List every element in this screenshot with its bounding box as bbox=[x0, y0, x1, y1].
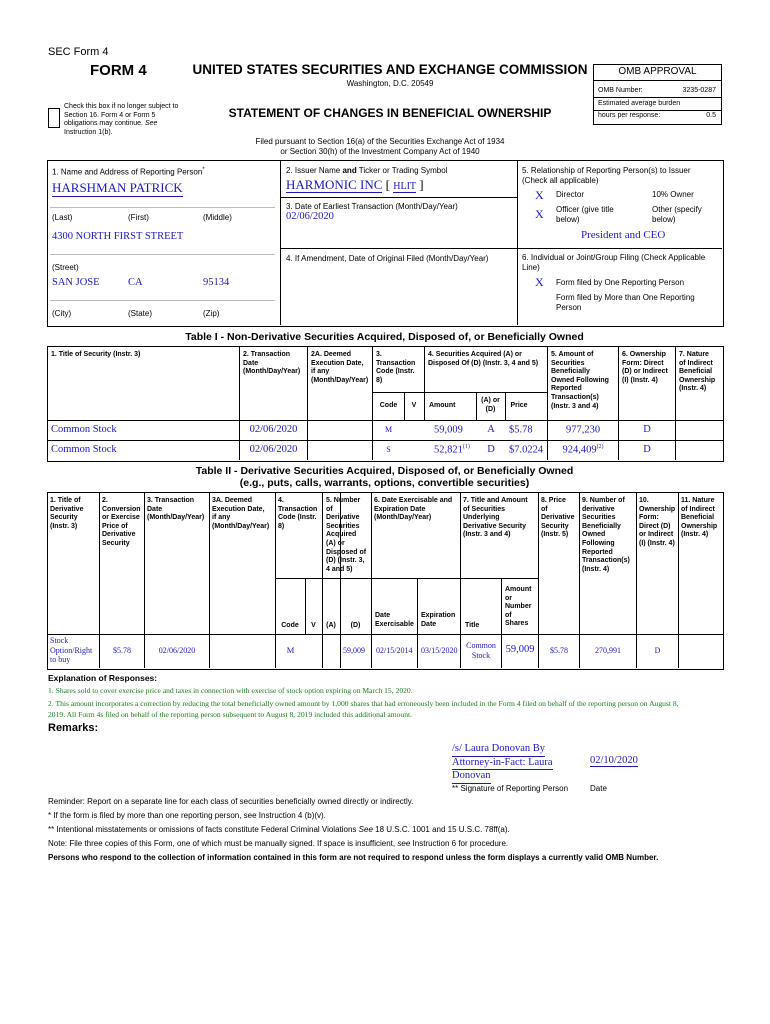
t2-sub-expiration: Expiration Date bbox=[421, 612, 456, 628]
t2-row-code: M bbox=[286, 645, 295, 655]
form-title: FORM 4 bbox=[90, 62, 147, 79]
issuer-link[interactable]: HARMONIC INC bbox=[286, 177, 383, 192]
t2-sub-title: Title bbox=[465, 622, 480, 629]
filed-pursuant: Filed pursuant to Section 16(a) of the Securities Exchange Act of 1934 or Section 30(h) of the Investment Company Act of 1940 bbox=[255, 137, 505, 156]
box3-label: 3. Date of Earliest Transaction (Month/Day/Year) bbox=[286, 202, 458, 211]
street-label: (Street) bbox=[52, 263, 79, 272]
t2-h5: 5. Number of Derivative Securities Acquired (A) or Disposed of (D) (Instr. 3, 4 and 5) bbox=[326, 497, 367, 573]
reminder-text: Reminder: Report on a separate line for each class of securities beneficially owned directly or indirectly. bbox=[48, 797, 414, 806]
t2-row-exercisable: 02/15/2014 bbox=[376, 646, 413, 655]
box2-label: 2. Issuer Name and Ticker or Trading Symbol bbox=[286, 166, 448, 175]
remarks-label: Remarks: bbox=[48, 722, 99, 734]
t2-h11: 11. Nature of Indirect Beneficial Ownership (Instr. 4) bbox=[681, 497, 718, 539]
t1-h5: 5. Amount of Securities Beneficially Owned Following Reported Transaction(s) (Instr. 3 and 4) bbox=[551, 351, 609, 410]
t1-row2-owned: 924,409$^{(2)}$ bbox=[562, 444, 604, 456]
ticker-link[interactable]: HLIT bbox=[393, 181, 417, 192]
one-person-label: Form filed by One Reporting Person bbox=[556, 278, 685, 287]
t1-row1-price: $5.78 bbox=[509, 424, 533, 436]
no-longer-subject-checkbox[interactable] bbox=[48, 108, 60, 128]
box4-label: 4. If Amendment, Date of Original Filed (Month/Day/Year) bbox=[286, 254, 489, 263]
t2-sub-d: (D) bbox=[350, 622, 361, 629]
t1-sub-price: Price bbox=[510, 402, 528, 409]
signature[interactable]: /s/ Laura Donovan By Attorney-in-Fact: Laura Donovan bbox=[452, 743, 553, 784]
t1-row1-code: M bbox=[384, 425, 393, 434]
t2-row-underlying-title: Common Stock bbox=[466, 641, 496, 660]
t1-row2-title: Common Stock bbox=[51, 444, 117, 455]
more-persons-label: Form filed by More than One Reporting Person bbox=[556, 293, 695, 312]
t1-row2-amount: 52,821$^{(1)}$ bbox=[434, 444, 470, 456]
t1-row1-amount: 59,009 bbox=[434, 424, 463, 436]
other-label: Other (specify below) bbox=[652, 205, 702, 224]
explanation-note-1: 1. Shares sold to cover exercise price and taxes in connection with exercise of stock option expiring on March 15, 2020. bbox=[48, 686, 413, 695]
t2-h1: 1. Title of Derivative Security (Instr. 3) bbox=[50, 497, 84, 530]
omb-burden-label: Estimated average burden bbox=[598, 100, 681, 107]
table1-title: Table I - Non-Derivative Securities Acquired, Disposed of, or Beneficially Owned bbox=[185, 331, 584, 343]
t1-sub-aord: (A) or (D) bbox=[481, 397, 500, 413]
first-label: (First) bbox=[128, 213, 149, 222]
ten-pct-owner-label: 10% Owner bbox=[652, 190, 694, 199]
t1-h1: 1. Title of Security (Instr. 3) bbox=[51, 351, 141, 358]
explanation-title: Explanation of Responses: bbox=[48, 673, 158, 683]
t2-row-date: 02/06/2020 bbox=[158, 646, 196, 655]
omb-hours: 0.5 bbox=[706, 112, 716, 119]
director-check[interactable]: X bbox=[535, 188, 544, 202]
t1-row2-code: S bbox=[386, 445, 391, 454]
city-label: (City) bbox=[52, 309, 72, 318]
t1-row1-owned: 977,230 bbox=[565, 424, 601, 436]
t1-row2-aord: D bbox=[487, 444, 495, 455]
last-label: (Last) bbox=[52, 213, 73, 222]
t1-row1-date: 02/06/2020 bbox=[249, 424, 298, 435]
state-label: (State) bbox=[128, 309, 153, 318]
zip-value: 95134 bbox=[203, 277, 230, 288]
t2-row-deriv-price: $5.78 bbox=[550, 646, 568, 655]
officer-label: Officer (give title below) bbox=[556, 205, 614, 224]
t2-h3a: 3A. Deemed Execution Date, if any (Month/Day/Year) bbox=[212, 497, 270, 530]
t2-h7: 7. Title and Amount of Securities Underlying Derivative Security (Instr. 3 and 4) bbox=[463, 497, 528, 539]
t1-row2-date: 02/06/2020 bbox=[249, 444, 298, 455]
t2-row-d: 59,009 bbox=[343, 646, 365, 655]
t2-row-price: $5.78 bbox=[113, 646, 131, 655]
t1-row1-form: D bbox=[643, 424, 651, 435]
zip-label: (Zip) bbox=[203, 309, 220, 318]
t1-row1-aord: A bbox=[487, 424, 495, 435]
officer-check[interactable]: X bbox=[535, 207, 544, 221]
footnote-copies: Note: File three copies of this Form, one of which must be manually signed. If space is insufficient, see Instruction 6 for procedure. bbox=[48, 839, 509, 848]
t2-row-owned: 270,991 bbox=[595, 646, 621, 655]
footnote-double-star: ** Intentional misstatements or omissions of facts constitute Federal Criminal Violations See 18 U.S.C. 1001 and 15 U.S.C. 78ff(a). bbox=[48, 825, 510, 834]
statement-title: STATEMENT OF CHANGES IN BENEFICIAL OWNERSHIP bbox=[228, 106, 552, 120]
t1-sub-amount: Amount bbox=[429, 402, 456, 409]
t1-h6: 6. Ownership Form: Direct (D) or Indirect (I) (Instr. 4) bbox=[622, 351, 668, 384]
director-label: Director bbox=[556, 190, 585, 199]
checkbox-text: Check this box if no longer subject to Section 16. Form 4 or Form 5 obligations may continue. See Instruction 1(b). bbox=[64, 103, 179, 136]
omb-hours-label: hours per response: bbox=[598, 112, 661, 119]
street-value: 4300 NORTH FIRST STREET bbox=[52, 231, 184, 242]
omb-approval-box bbox=[593, 64, 722, 125]
t2-sub-amount: Amount or Number of Shares bbox=[505, 586, 532, 628]
t2-h10: 10. Ownership Form: Direct (D) or Indirect (I) (Instr. 4) bbox=[639, 497, 676, 547]
omb-title: OMB APPROVAL bbox=[594, 66, 721, 81]
box5-label: 5. Relationship of Reporting Person(s) to Issuer (Check all applicable) bbox=[522, 166, 691, 185]
t1-sub-code: Code bbox=[379, 402, 398, 409]
t2-row-expiration: 03/15/2020 bbox=[421, 646, 458, 655]
reporting-person-name[interactable]: HARSHMAN PATRICK bbox=[52, 180, 183, 195]
explanation-note-2: 2. This amount incorporates a correction by reducing the total beneficially owned amount by 1,000 shares that had erroneously been included in the Form 4 filed on behalf of the reporting person on August 8, 2019. All Form 4s filed on behalf of the reporting person subsequent to August 8, 2019 included this additional amount. bbox=[48, 699, 679, 719]
earliest-transaction-date: 02/06/2020 bbox=[286, 211, 334, 222]
omb-number: 3235-0287 bbox=[682, 87, 716, 94]
signature-date: 02/10/2020 bbox=[590, 755, 638, 766]
date-label: Date bbox=[590, 784, 607, 793]
t2-h6: 6. Date Exercisable and Expiration Date (Month/Day/Year) bbox=[374, 497, 453, 522]
officer-title: President and CEO bbox=[581, 229, 666, 241]
t2-sub-a: (A) bbox=[326, 622, 336, 629]
one-person-check[interactable]: X bbox=[535, 275, 544, 289]
t2-h3: 3. Transaction Date (Month/Day/Year) bbox=[147, 497, 205, 522]
t2-h9: 9. Number of derivative Securities Beneficially Owned Following Reported Transaction(s) (Instr. 4) bbox=[582, 497, 630, 573]
t2-sub-code: Code bbox=[281, 622, 299, 629]
commission-address: Washington, D.C. 20549 bbox=[346, 79, 434, 88]
t1-h2a: 2A. Deemed Execution Date, if any (Month/Day/Year) bbox=[311, 351, 369, 384]
table2-title: Table II - Derivative Securities Acquired, Disposed of, or Beneficially Owned (e.g., puts, calls, warrants, options, convertible securities) bbox=[195, 465, 574, 489]
footnote-star: * If the form is filed by more than one reporting person, see Instruction 4 (b)(v). bbox=[48, 811, 326, 820]
t1-row2-price: $7.0224 bbox=[509, 444, 544, 456]
t2-sub-v: V bbox=[311, 622, 316, 629]
commission-title: UNITED STATES SECURITIES AND EXCHANGE COMMISSION bbox=[192, 62, 588, 77]
t1-sub-v: V bbox=[411, 402, 417, 409]
footnote-omb: Persons who respond to the collection of information contained in this form are not required to respond unless the form displays a currently valid OMB Number. bbox=[48, 853, 659, 862]
t1-row1-title: Common Stock bbox=[51, 424, 117, 435]
box6-label: 6. Individual or Joint/Group Filing (Check Applicable Line) bbox=[522, 253, 706, 272]
city-value: SAN JOSE bbox=[52, 277, 100, 288]
state-value: CA bbox=[128, 277, 143, 288]
signature-label: ** Signature of Reporting Person bbox=[452, 784, 569, 793]
t1-h7: 7. Nature of Indirect Beneficial Ownership (Instr. 4) bbox=[679, 351, 716, 393]
t2-sub-exercisable: Date Exercisable bbox=[375, 612, 414, 628]
issuer-name: HARMONIC INC [ HLIT ] bbox=[286, 177, 424, 192]
box1-label: 1. Name and Address of Reporting Person* bbox=[52, 167, 205, 177]
t1-h2: 2. Transaction Date (Month/Day/Year) bbox=[243, 351, 301, 376]
t1-h4: 4. Securities Acquired (A) or Disposed Of (D) (Instr. 3, 4 and 5) bbox=[428, 351, 539, 367]
t2-row-title: Stock Option/Right to buy bbox=[50, 636, 93, 664]
t2-h4: 4. Transaction Code (Instr. 8) bbox=[278, 497, 318, 530]
t2-row-shares: 59,009 bbox=[505, 644, 535, 655]
t2-h8: 8. Price of Derivative Security (Instr. 5) bbox=[541, 497, 575, 539]
t2-h2: 2. Conversion or Exercise Price of Derivative Security bbox=[102, 497, 141, 547]
t1-h3: 3. Transaction Code (Instr. 8) bbox=[376, 351, 416, 384]
t1-row2-form: D bbox=[643, 444, 651, 455]
t2-row-form: D bbox=[654, 646, 661, 655]
omb-number-label: OMB Number: bbox=[598, 87, 643, 94]
sec-form-label: SEC Form 4 bbox=[48, 46, 109, 58]
middle-label: (Middle) bbox=[203, 213, 232, 222]
